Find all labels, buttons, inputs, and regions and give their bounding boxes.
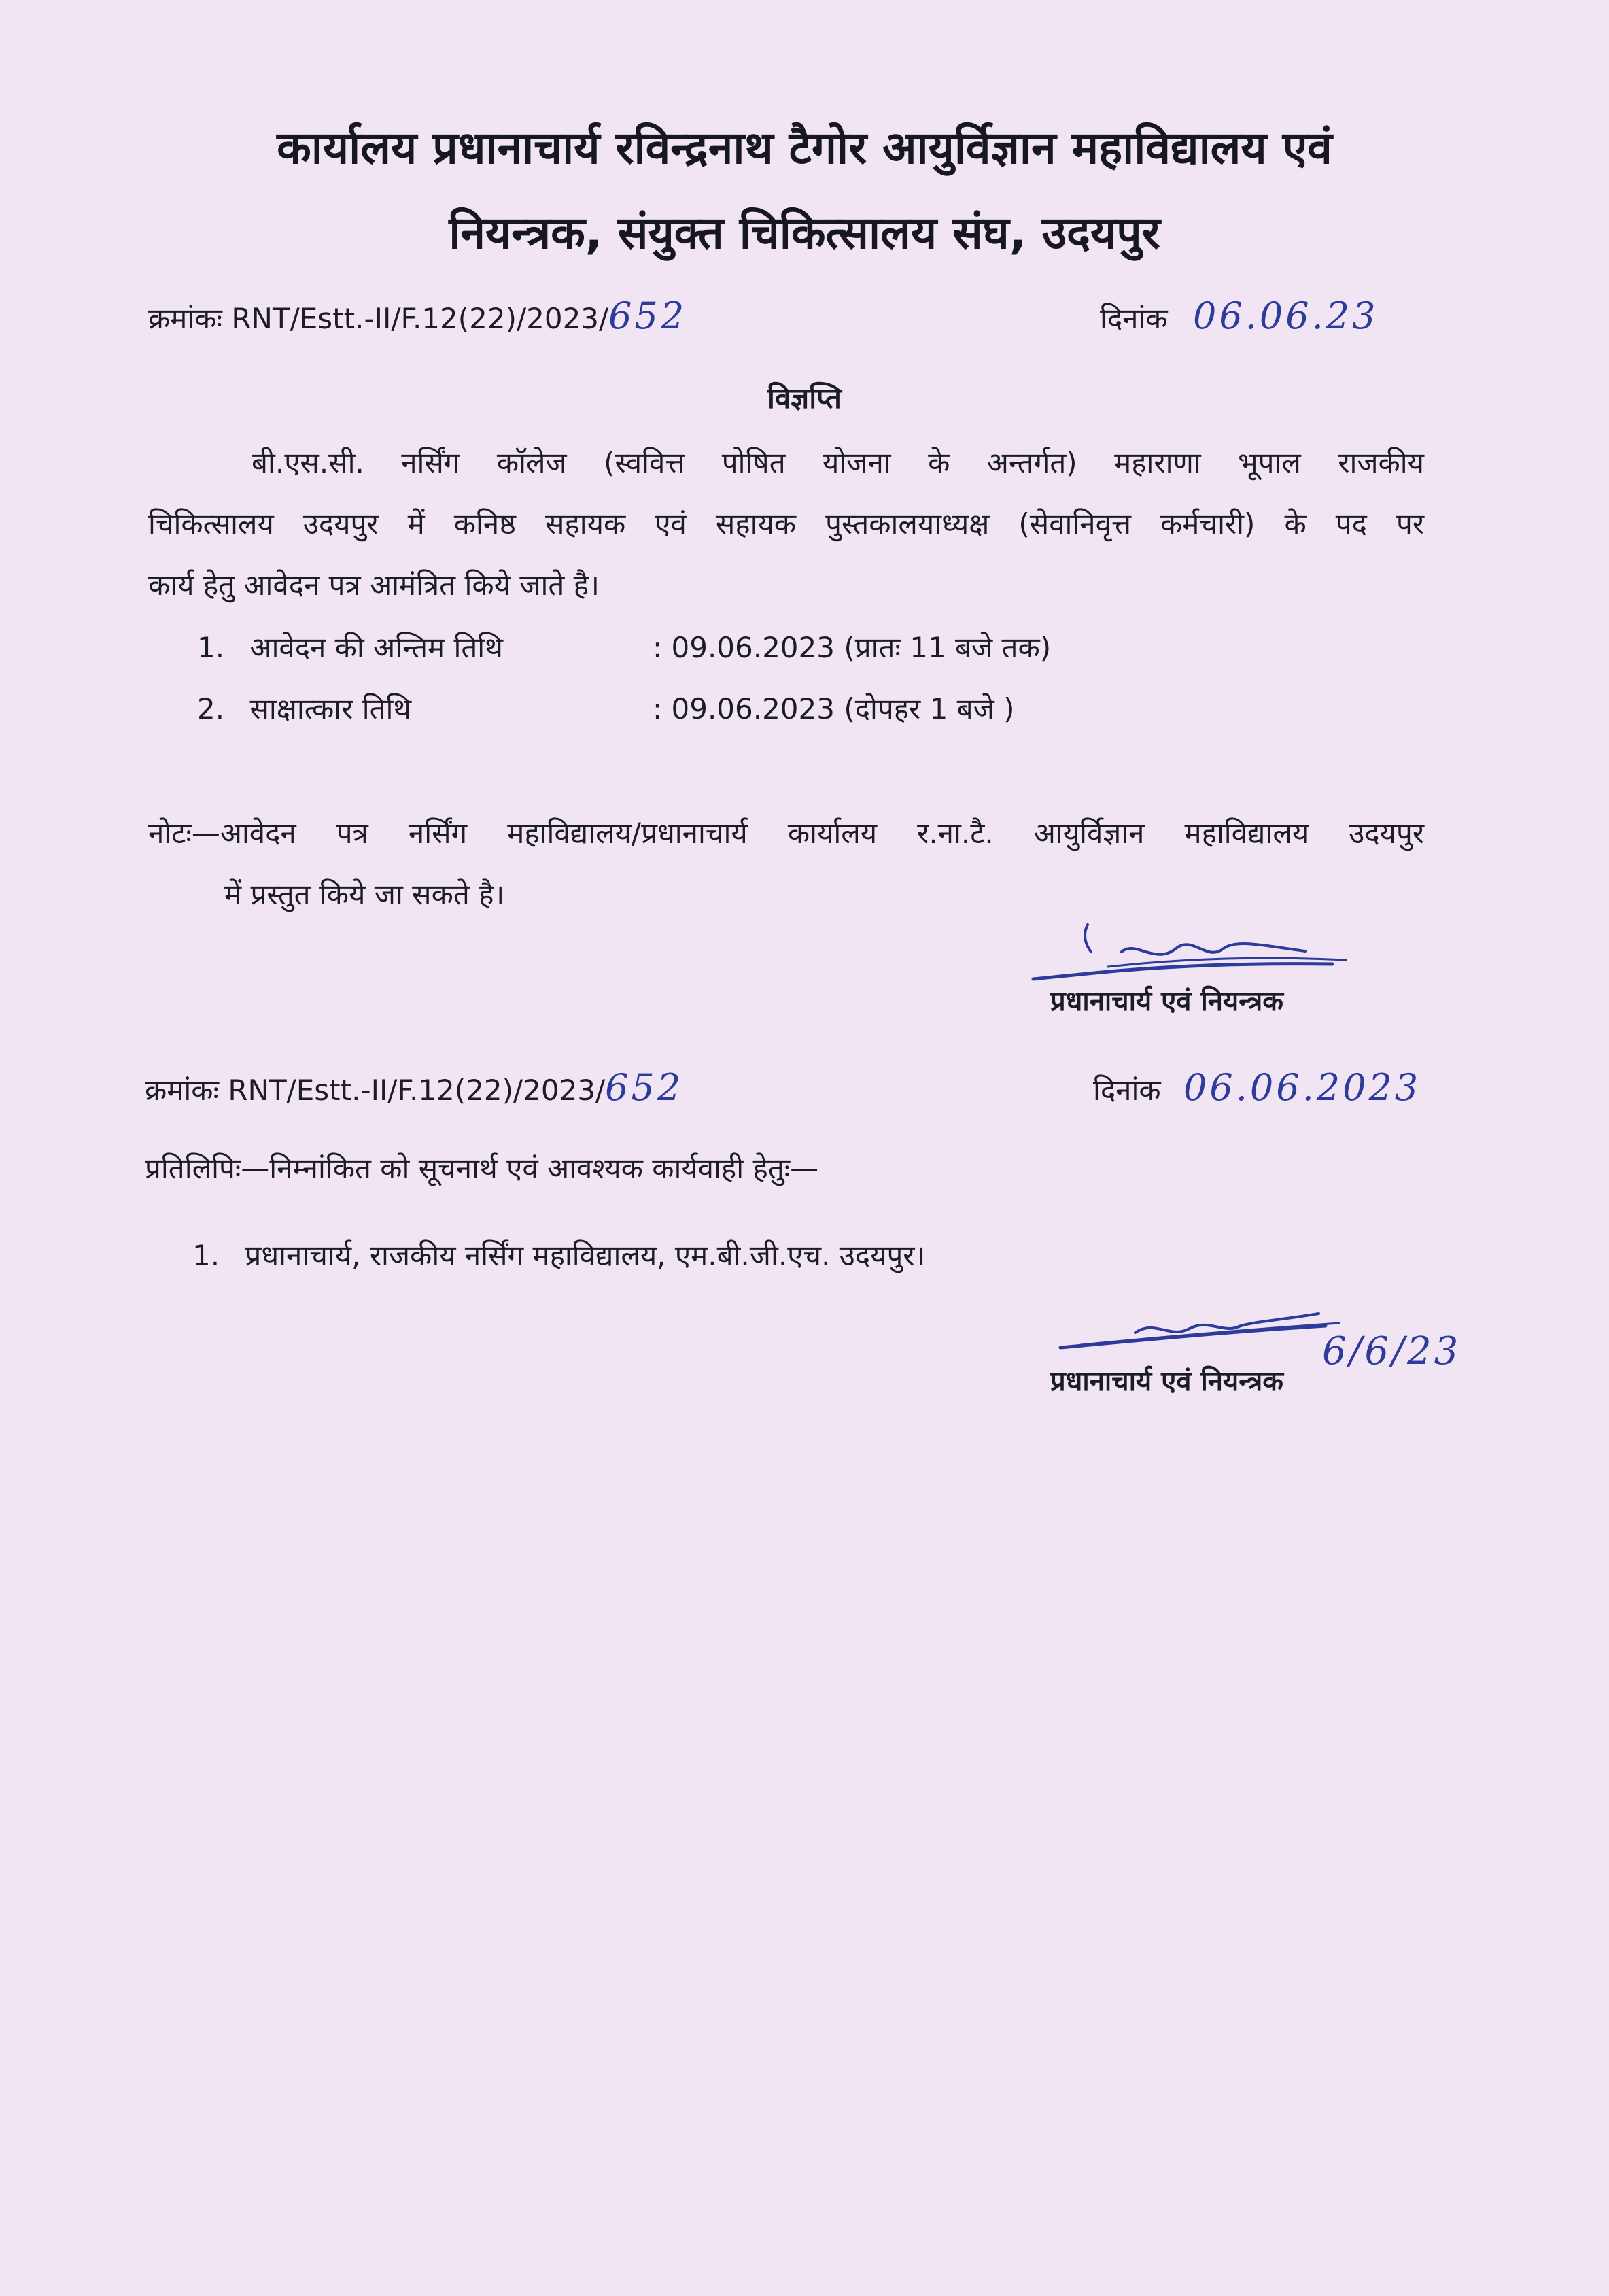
notice-heading: विज्ञप्ति xyxy=(767,381,842,415)
item-number: 1. xyxy=(197,631,225,664)
notice-item xyxy=(197,631,504,664)
header-title-line2: नियन्त्रक, संयुक्त चिकित्सालय संघ, उदयपुर xyxy=(449,207,1160,259)
copy-item xyxy=(192,1241,925,1270)
notice-para-line1: बी.एस.सी. नर्सिंग कॉलेज (स्ववित्त पोषित योजना के अन्तर्गत) महाराणा भूपाल राजकीय xyxy=(252,446,1424,479)
signature-date: 6/6/23 xyxy=(1322,1329,1461,1373)
signature-2 xyxy=(1054,1305,1353,1360)
notice-item-value: : 09.06.2023 (प्रातः 11 बजे तक) xyxy=(653,631,1052,664)
item-label: आवेदन की अन्तिम तिथि xyxy=(249,631,504,664)
header-title-line1: कार्यालय प्रधानाचार्य रविन्द्रनाथ टैगोर आयुर्विज्ञान महाविद्यालय एवं xyxy=(277,122,1332,174)
copy-heading: प्रतिलिपिः—निम्नांकित को सूचनार्थ एवं आवश्यक कार्यवाही हेतुः— xyxy=(145,1152,819,1185)
ref-date-1 xyxy=(1100,294,1379,337)
ref-label: क्रमांकः xyxy=(145,1074,219,1107)
signatory-title-2: प्रधानाचार्य एवं नियन्त्रक xyxy=(1050,1366,1284,1397)
ref-label: क्रमांकः xyxy=(148,302,222,335)
handwritten-date: 06.06.23 xyxy=(1192,294,1379,337)
date-label: दिनांक xyxy=(1093,1074,1161,1107)
ref-code: RNT/Estt.-II/F.12(22)/2023/ xyxy=(228,1074,606,1107)
ref-number-1 xyxy=(148,294,687,337)
ref-number-2 xyxy=(145,1066,684,1109)
item-number: 1. xyxy=(192,1239,220,1272)
item-label: साक्षात्कार तिथि xyxy=(249,692,412,725)
ref-code: RNT/Estt.-II/F.12(22)/2023/ xyxy=(231,302,609,335)
note-line1: नोटः—आवेदन पत्र नर्सिंग महाविद्यालय/प्रधानाचार्य कार्यालय र.ना.टै. आयुर्विज्ञान महाविद्यालय उदयपुर xyxy=(148,817,1424,850)
notice-para-line2: चिकित्सालय उदयपुर में कनिष्ठ सहायक एवं सहायक पुस्तकालयाध्यक्ष (सेवानिवृत्त कर्मचारी) के पद पर xyxy=(148,507,1424,541)
notice-item xyxy=(197,692,412,725)
notice-item-value: : 09.06.2023 (दोपहर 1 बजे ) xyxy=(653,692,1015,725)
date-label: दिनांक xyxy=(1100,302,1168,335)
item-number: 2. xyxy=(197,692,225,725)
signature-1 xyxy=(1020,911,1373,986)
handwritten-date: 06.06.2023 xyxy=(1183,1066,1421,1109)
handwritten-dispatch-no: 652 xyxy=(605,1066,684,1109)
handwritten-dispatch-no: 652 xyxy=(608,294,687,337)
ref-date-2 xyxy=(1093,1066,1421,1109)
signatory-title-1: प्रधानाचार्य एवं नियन्त्रक xyxy=(1050,986,1284,1017)
item-text: प्रधानाचार्य, राजकीय नर्सिंग महाविद्यालय, एम.बी.जी.एच. उदयपुर। xyxy=(245,1239,926,1272)
notice-para-line3: कार्य हेतु आवेदन पत्र आमंत्रित किये जाते है। xyxy=(148,568,600,602)
note-line2: में प्रस्तुत किये जा सकते है। xyxy=(224,878,505,911)
